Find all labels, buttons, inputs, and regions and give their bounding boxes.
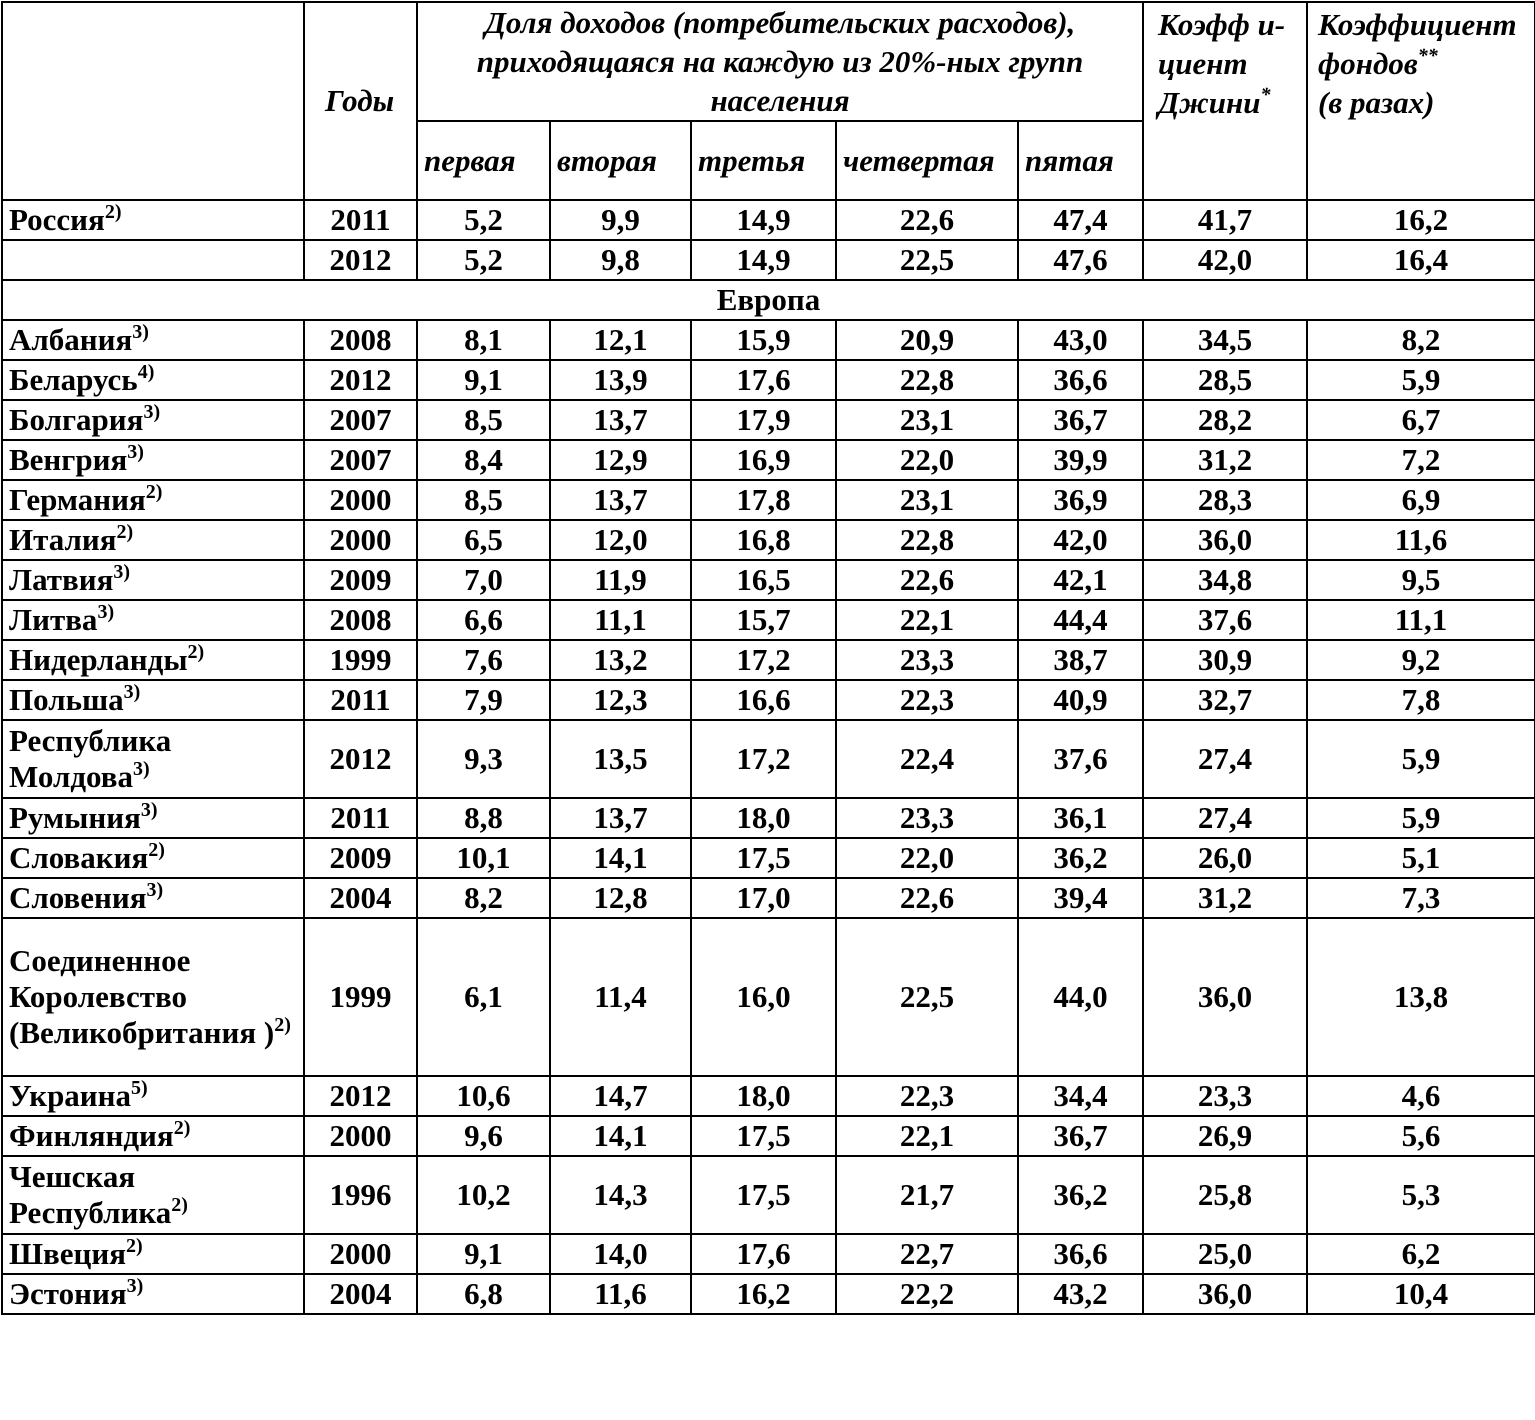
header-gini <box>1143 2 1307 200</box>
gini-cell: 28,5 <box>1143 360 1307 400</box>
country-name: Словения <box>9 880 147 915</box>
country-name: Словакия <box>9 840 149 875</box>
q5-cell: 36,1 <box>1018 798 1143 838</box>
q5-cell: 40,9 <box>1018 680 1143 720</box>
q5-cell: 36,6 <box>1018 1234 1143 1274</box>
country-cell <box>2 600 304 640</box>
funds-cell: 7,2 <box>1307 440 1535 480</box>
country-cell <box>2 320 304 360</box>
q2-cell: 12,8 <box>550 878 691 918</box>
country-cell <box>2 798 304 838</box>
country-name: Нидерланды <box>9 642 188 677</box>
q5-cell: 43,2 <box>1018 1274 1143 1314</box>
country-cell <box>2 1274 304 1314</box>
q1-cell: 8,1 <box>417 320 550 360</box>
gini-cell: 23,3 <box>1143 1076 1307 1116</box>
q3-cell: 17,9 <box>691 400 836 440</box>
q3-cell: 17,2 <box>691 640 836 680</box>
table-body <box>2 200 1535 1314</box>
year-cell: 2008 <box>304 320 417 360</box>
country-name: Финляндия <box>9 1118 174 1153</box>
q1-cell: 6,1 <box>417 918 550 1076</box>
q3-cell: 17,5 <box>691 838 836 878</box>
country-cell <box>2 680 304 720</box>
table-row <box>2 360 1535 400</box>
country-cell <box>2 720 304 798</box>
country-name: Румыния <box>9 800 141 835</box>
q3-cell: 14,9 <box>691 200 836 240</box>
q5-cell: 36,6 <box>1018 360 1143 400</box>
gini-cell: 42,0 <box>1143 240 1307 280</box>
q4-cell: 22,4 <box>836 720 1018 798</box>
country-footnote: 3) <box>113 561 131 583</box>
table-row <box>2 1234 1535 1274</box>
gini-cell: 34,5 <box>1143 320 1307 360</box>
gini-cell: 31,2 <box>1143 440 1307 480</box>
country-cell <box>2 440 304 480</box>
gini-cell: 26,0 <box>1143 838 1307 878</box>
q4-cell: 22,1 <box>836 1116 1018 1156</box>
q1-cell: 9,6 <box>417 1116 550 1156</box>
q1-cell: 10,6 <box>417 1076 550 1116</box>
q3-cell: 14,9 <box>691 240 836 280</box>
q1-cell: 6,6 <box>417 600 550 640</box>
q3-cell: 17,6 <box>691 360 836 400</box>
year-cell: 2004 <box>304 1274 417 1314</box>
q3-cell: 18,0 <box>691 1076 836 1116</box>
funds-cell: 5,9 <box>1307 798 1535 838</box>
funds-cell: 6,9 <box>1307 480 1535 520</box>
q1-cell: 9,1 <box>417 1234 550 1274</box>
q2-cell: 13,7 <box>550 400 691 440</box>
q3-cell: 16,5 <box>691 560 836 600</box>
funds-cell: 7,3 <box>1307 878 1535 918</box>
q1-cell: 7,9 <box>417 680 550 720</box>
q4-cell: 22,1 <box>836 600 1018 640</box>
country-cell <box>2 918 304 1076</box>
gini-cell: 27,4 <box>1143 798 1307 838</box>
q3-cell: 17,2 <box>691 720 836 798</box>
q3-cell: 17,0 <box>691 878 836 918</box>
funds-cell: 10,4 <box>1307 1274 1535 1314</box>
country-name: Эстония <box>9 1276 127 1311</box>
table-row <box>2 520 1535 560</box>
country-footnote: 3) <box>133 758 150 780</box>
year-cell: 2012 <box>304 1076 417 1116</box>
q4-cell: 22,0 <box>836 838 1018 878</box>
q4-cell: 22,0 <box>836 440 1018 480</box>
gini-cell: 30,9 <box>1143 640 1307 680</box>
funds-cell: 11,6 <box>1307 520 1535 560</box>
region-label: Европа <box>2 280 1535 320</box>
q1-cell: 9,3 <box>417 720 550 798</box>
q3-cell: 17,8 <box>691 480 836 520</box>
header-group-1 <box>417 121 550 200</box>
funds-cell: 5,1 <box>1307 838 1535 878</box>
year-cell: 2011 <box>304 680 417 720</box>
funds-cell: 5,3 <box>1307 1156 1535 1234</box>
q5-cell: 44,4 <box>1018 600 1143 640</box>
q1-cell: 9,1 <box>417 360 550 400</box>
q4-cell: 22,5 <box>836 918 1018 1076</box>
q3-cell: 17,6 <box>691 1234 836 1274</box>
country-name: Швеция <box>9 1236 127 1271</box>
q1-cell: 6,5 <box>417 520 550 560</box>
header-funds-footnote: ** <box>1417 45 1438 67</box>
year-cell: 1999 <box>304 918 417 1076</box>
gini-cell: 41,7 <box>1143 200 1307 240</box>
year-cell: 2000 <box>304 480 417 520</box>
country-footnote: 2) <box>126 1235 143 1257</box>
q5-cell: 37,6 <box>1018 720 1143 798</box>
region-row <box>2 280 1535 320</box>
q1-cell: 10,2 <box>417 1156 550 1234</box>
q2-cell: 14,7 <box>550 1076 691 1116</box>
funds-cell: 11,1 <box>1307 600 1535 640</box>
funds-cell: 9,5 <box>1307 560 1535 600</box>
year-cell: 2009 <box>304 838 417 878</box>
table-row <box>2 320 1535 360</box>
q3-cell: 17,5 <box>691 1116 836 1156</box>
q4-cell: 23,1 <box>836 480 1018 520</box>
gini-cell: 28,3 <box>1143 480 1307 520</box>
gini-cell: 28,2 <box>1143 400 1307 440</box>
q2-cell: 11,4 <box>550 918 691 1076</box>
group-label: четвертая <box>843 142 995 178</box>
country-cell <box>2 878 304 918</box>
country-cell: Россия$^{2)}$ <box>2 200 304 240</box>
country-name: Германия <box>9 482 146 517</box>
q3-cell: 17,5 <box>691 1156 836 1234</box>
q2-cell: 14,3 <box>550 1156 691 1234</box>
table-row <box>2 680 1535 720</box>
q5-cell: 47,6 <box>1018 240 1143 280</box>
gini-cell: 36,0 <box>1143 1274 1307 1314</box>
header-gini-label: Коэфф и-циент Джини <box>1158 7 1286 120</box>
country-name: Украина <box>9 1078 132 1113</box>
q2-cell: 14,1 <box>550 838 691 878</box>
q4-cell: 23,3 <box>836 798 1018 838</box>
q1-cell: 8,2 <box>417 878 550 918</box>
country-cell <box>2 838 304 878</box>
header-group-4 <box>836 121 1018 200</box>
country-footnote: 3) <box>126 1275 144 1297</box>
table-row <box>2 1274 1535 1314</box>
q5-cell: 39,9 <box>1018 440 1143 480</box>
table-row <box>2 560 1535 600</box>
country-name: Литва <box>9 602 98 637</box>
q4-cell: 22,8 <box>836 520 1018 560</box>
country-cell <box>2 480 304 520</box>
q1-cell: 8,5 <box>417 480 550 520</box>
year-cell: 2011 <box>304 798 417 838</box>
income-distribution-table <box>1 1 1535 1315</box>
year-cell: 2007 <box>304 400 417 440</box>
q3-cell: 16,2 <box>691 1274 836 1314</box>
q3-cell: 15,7 <box>691 600 836 640</box>
country-footnote: 3) <box>132 321 149 343</box>
year-cell: 2011 <box>304 200 417 240</box>
country-footnote: 4) <box>137 361 155 383</box>
country-cell <box>2 240 304 280</box>
table-row <box>2 1156 1535 1234</box>
q5-cell: 44,0 <box>1018 918 1143 1076</box>
header-years-label: Годы <box>325 83 395 118</box>
q2-cell: 13,5 <box>550 720 691 798</box>
q2-cell: 12,9 <box>550 440 691 480</box>
q2-cell: 13,7 <box>550 798 691 838</box>
country-footnote: 3) <box>97 601 115 623</box>
year-cell: 2007 <box>304 440 417 480</box>
q1-cell: 7,0 <box>417 560 550 600</box>
funds-cell: 5,9 <box>1307 360 1535 400</box>
gini-cell: 27,4 <box>1143 720 1307 798</box>
country-cell <box>2 1156 304 1234</box>
country-name: Соединенное Королевство (Великобритания ) <box>9 943 275 1050</box>
table-row <box>2 918 1535 1076</box>
country-cell <box>2 1116 304 1156</box>
q3-cell: 16,0 <box>691 918 836 1076</box>
q3-cell: 16,6 <box>691 680 836 720</box>
country-footnote: 3) <box>146 879 164 901</box>
year-cell: 2000 <box>304 1116 417 1156</box>
q5-cell: 36,7 <box>1018 1116 1143 1156</box>
table-row <box>2 440 1535 480</box>
q2-cell: 12,3 <box>550 680 691 720</box>
table-row <box>2 720 1535 798</box>
q5-cell: 42,0 <box>1018 520 1143 560</box>
year-cell: 2000 <box>304 520 417 560</box>
funds-cell: 6,2 <box>1307 1234 1535 1274</box>
q2-cell: 12,1 <box>550 320 691 360</box>
year-cell: 2012 <box>304 720 417 798</box>
country-footnote: 2) <box>116 521 134 543</box>
country-footnote: 2) <box>171 1194 188 1216</box>
q1-cell: 7,6 <box>417 640 550 680</box>
q1-cell: 8,8 <box>417 798 550 838</box>
q4-cell: 22,6 <box>836 878 1018 918</box>
year-cell: 1996 <box>304 1156 417 1234</box>
country-name: Чешская Республика <box>9 1159 172 1230</box>
q5-cell: 39,4 <box>1018 878 1143 918</box>
country-name: Республика Молдова <box>9 723 172 794</box>
table-row <box>2 878 1535 918</box>
q5-cell: 34,4 <box>1018 1076 1143 1116</box>
table-row <box>2 838 1535 878</box>
country-footnote: 3) <box>123 681 141 703</box>
funds-cell: 16,2 <box>1307 200 1535 240</box>
gini-cell: 31,2 <box>1143 878 1307 918</box>
country-name: Италия <box>9 522 117 557</box>
country-cell <box>2 360 304 400</box>
funds-cell: 13,8 <box>1307 918 1535 1076</box>
header-income-share-label: Доля доходов (потребительских расходов), приходящаяся на каждую из 20%-ных групп населения <box>476 5 1084 118</box>
table-row <box>2 1116 1535 1156</box>
header-group-5 <box>1018 121 1143 200</box>
country-footnote: 2) <box>145 481 163 503</box>
table-row <box>2 240 1535 280</box>
header-group-2 <box>550 121 691 200</box>
q3-cell: 18,0 <box>691 798 836 838</box>
header-income-share <box>417 2 1143 121</box>
funds-cell: 5,9 <box>1307 720 1535 798</box>
header-group-3 <box>691 121 836 200</box>
q2-cell: 9,8 <box>550 240 691 280</box>
q4-cell: 22,6 <box>836 200 1018 240</box>
q5-cell: 36,2 <box>1018 838 1143 878</box>
country-name: Польша <box>9 682 124 717</box>
country-cell <box>2 400 304 440</box>
header-funds-label: Коэффициент фондов <box>1318 7 1517 81</box>
year-cell: 2012 <box>304 360 417 400</box>
table-row <box>2 640 1535 680</box>
q1-cell: 8,4 <box>417 440 550 480</box>
q1-cell: 8,5 <box>417 400 550 440</box>
q4-cell: 23,3 <box>836 640 1018 680</box>
q4-cell: 22,8 <box>836 360 1018 400</box>
q5-cell: 42,1 <box>1018 560 1143 600</box>
q1-cell: 6,8 <box>417 1274 550 1314</box>
funds-cell: 9,2 <box>1307 640 1535 680</box>
country-footnote: 2) <box>173 1117 191 1139</box>
country-cell <box>2 640 304 680</box>
header-country-blank <box>2 2 304 200</box>
gini-cell: 32,7 <box>1143 680 1307 720</box>
q4-cell: 22,2 <box>836 1274 1018 1314</box>
q4-cell: 22,6 <box>836 560 1018 600</box>
funds-cell: 7,8 <box>1307 680 1535 720</box>
q2-cell: 13,2 <box>550 640 691 680</box>
gini-cell: 37,6 <box>1143 600 1307 640</box>
q2-cell: 11,6 <box>550 1274 691 1314</box>
funds-cell: 6,7 <box>1307 400 1535 440</box>
funds-cell: 4,6 <box>1307 1076 1535 1116</box>
q2-cell: 12,0 <box>550 520 691 560</box>
gini-cell: 36,0 <box>1143 520 1307 560</box>
table-row <box>2 200 1535 240</box>
table-row <box>2 600 1535 640</box>
country-footnote: 3) <box>143 401 161 423</box>
funds-cell: 5,6 <box>1307 1116 1535 1156</box>
q5-cell: 36,9 <box>1018 480 1143 520</box>
q4-cell: 22,7 <box>836 1234 1018 1274</box>
q3-cell: 15,9 <box>691 320 836 360</box>
country-footnote: 2) <box>148 839 165 861</box>
q4-cell: 22,5 <box>836 240 1018 280</box>
q4-cell: 20,9 <box>836 320 1018 360</box>
funds-cell: 16,4 <box>1307 240 1535 280</box>
country-cell <box>2 1234 304 1274</box>
header-years <box>304 2 417 200</box>
q5-cell: 36,2 <box>1018 1156 1143 1234</box>
country-footnote: 3) <box>127 441 144 463</box>
q4-cell: 22,3 <box>836 680 1018 720</box>
country-footnote: 5) <box>131 1077 148 1099</box>
table-row <box>2 798 1535 838</box>
year-cell: 2012 <box>304 240 417 280</box>
q1-cell: 5,2 <box>417 240 550 280</box>
gini-cell: 25,0 <box>1143 1234 1307 1274</box>
q2-cell: 9,9 <box>550 200 691 240</box>
q1-cell: 5,2 <box>417 200 550 240</box>
q4-cell: 21,7 <box>836 1156 1018 1234</box>
header-gini-footnote: * <box>1260 84 1271 106</box>
q5-cell: 47,4 <box>1018 200 1143 240</box>
q3-cell: 16,9 <box>691 440 836 480</box>
country-cell <box>2 560 304 600</box>
year-cell: 2008 <box>304 600 417 640</box>
q5-cell: 43,0 <box>1018 320 1143 360</box>
group-label: первая <box>424 142 516 178</box>
q5-cell: 36,7 <box>1018 400 1143 440</box>
q2-cell: 11,9 <box>550 560 691 600</box>
country-footnote: 3) <box>140 799 158 821</box>
q2-cell: 14,1 <box>550 1116 691 1156</box>
gini-cell: 36,0 <box>1143 918 1307 1076</box>
country-name: Венгрия <box>9 442 128 477</box>
q1-cell: 10,1 <box>417 838 550 878</box>
funds-cell: 8,2 <box>1307 320 1535 360</box>
gini-cell: 26,9 <box>1143 1116 1307 1156</box>
q4-cell: 22,3 <box>836 1076 1018 1116</box>
table-row <box>2 400 1535 440</box>
country-name: Болгария <box>9 402 144 437</box>
header-funds-unit: (в разах) <box>1318 85 1435 120</box>
country-footnote: 2) <box>274 1014 291 1036</box>
country-name: Беларусь <box>9 362 138 397</box>
q2-cell: 14,0 <box>550 1234 691 1274</box>
country-cell <box>2 520 304 560</box>
q4-cell: 23,1 <box>836 400 1018 440</box>
gini-cell: 34,8 <box>1143 560 1307 600</box>
country-cell <box>2 1076 304 1116</box>
year-cell: 1999 <box>304 640 417 680</box>
group-label: пятая <box>1025 142 1114 178</box>
year-cell: 2009 <box>304 560 417 600</box>
header-funds <box>1307 2 1535 200</box>
year-cell: 2004 <box>304 878 417 918</box>
q5-cell: 38,7 <box>1018 640 1143 680</box>
group-label: вторая <box>557 142 658 178</box>
q2-cell: 13,9 <box>550 360 691 400</box>
country-name: Албания <box>9 322 133 357</box>
year-cell: 2000 <box>304 1234 417 1274</box>
country-footnote: 2) <box>187 641 205 663</box>
table-row <box>2 480 1535 520</box>
q2-cell: 11,1 <box>550 600 691 640</box>
q2-cell: 13,7 <box>550 480 691 520</box>
q3-cell: 16,8 <box>691 520 836 560</box>
gini-cell: 25,8 <box>1143 1156 1307 1234</box>
group-label: третья <box>698 142 806 178</box>
country-name: Латвия <box>9 562 114 597</box>
table-row <box>2 1076 1535 1116</box>
